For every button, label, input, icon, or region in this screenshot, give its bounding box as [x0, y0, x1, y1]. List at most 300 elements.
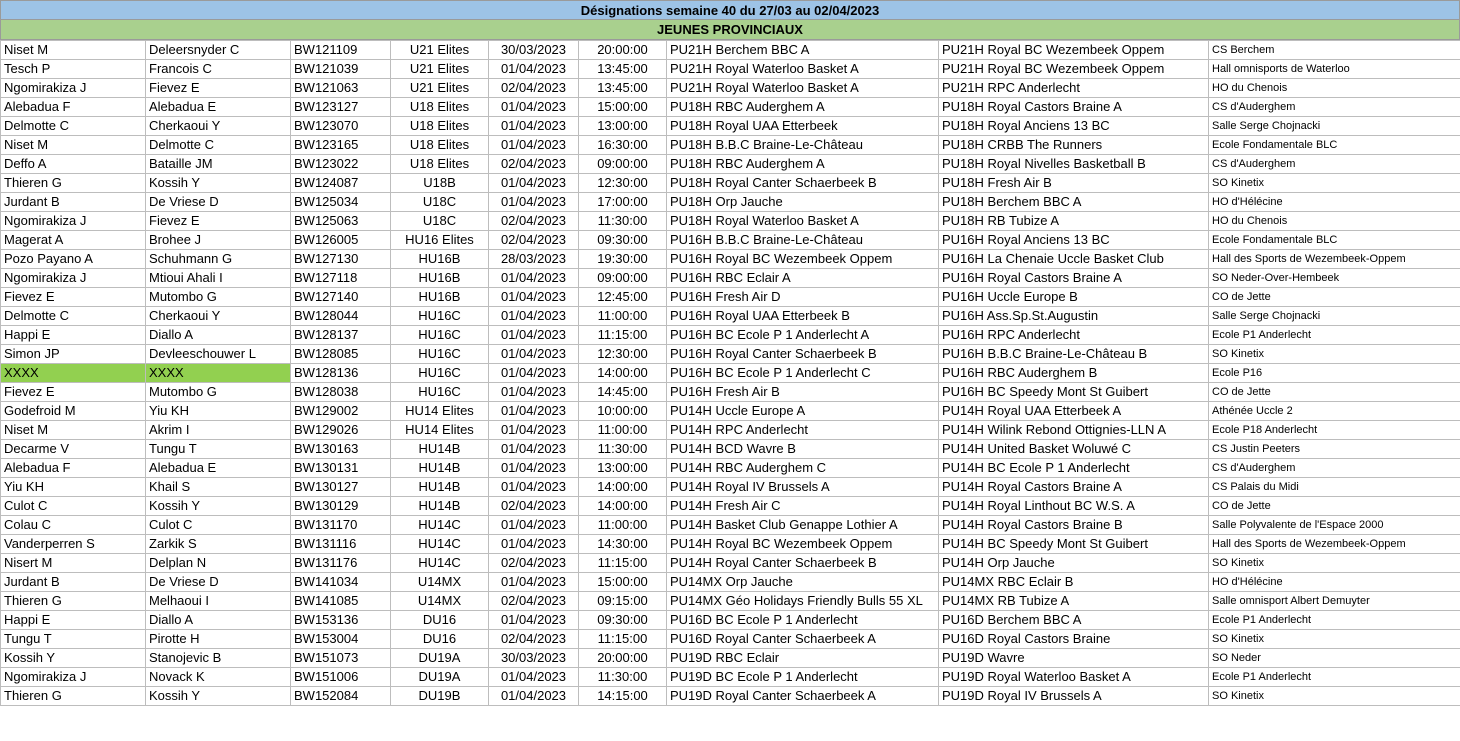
- referee-1-cell[interactable]: Godefroid M: [1, 402, 146, 421]
- match-code-cell[interactable]: BW121109: [291, 41, 391, 60]
- away-team-cell[interactable]: PU16D Royal Castors Braine: [939, 630, 1209, 649]
- venue-cell[interactable]: Salle Polyvalente de l'Espace 2000: [1209, 516, 1460, 535]
- date-cell[interactable]: 01/04/2023: [489, 573, 579, 592]
- home-team-cell[interactable]: PU19D Royal Canter Schaerbeek A: [667, 687, 939, 706]
- sheet-title[interactable]: Désignations semaine 40 du 27/03 au 02/04/2023: [0, 0, 1460, 20]
- match-code-cell[interactable]: BW125034: [291, 193, 391, 212]
- date-cell[interactable]: 01/04/2023: [489, 383, 579, 402]
- referee-1-cell[interactable]: XXXX: [1, 364, 146, 383]
- date-cell[interactable]: 30/03/2023: [489, 649, 579, 668]
- category-cell[interactable]: HU16C: [391, 364, 489, 383]
- home-team-cell[interactable]: PU16H Royal UAA Etterbeek B: [667, 307, 939, 326]
- away-team-cell[interactable]: PU16D Berchem BBC A: [939, 611, 1209, 630]
- referee-2-cell[interactable]: Kossih Y: [146, 497, 291, 516]
- referee-1-cell[interactable]: Niset M: [1, 421, 146, 440]
- match-code-cell[interactable]: BW153004: [291, 630, 391, 649]
- referee-2-cell[interactable]: XXXX: [146, 364, 291, 383]
- referee-1-cell[interactable]: Jurdant B: [1, 193, 146, 212]
- venue-cell[interactable]: CS Justin Peeters: [1209, 440, 1460, 459]
- referee-2-cell[interactable]: Culot C: [146, 516, 291, 535]
- category-cell[interactable]: U18B: [391, 174, 489, 193]
- venue-cell[interactable]: Hall des Sports de Wezembeek-Oppem: [1209, 535, 1460, 554]
- time-cell[interactable]: 09:30:00: [579, 231, 667, 250]
- date-cell[interactable]: 01/04/2023: [489, 117, 579, 136]
- home-team-cell[interactable]: PU18H Royal UAA Etterbeek: [667, 117, 939, 136]
- referee-2-cell[interactable]: Akrim I: [146, 421, 291, 440]
- referee-1-cell[interactable]: Happi E: [1, 326, 146, 345]
- away-team-cell[interactable]: PU14H BC Speedy Mont St Guibert: [939, 535, 1209, 554]
- venue-cell[interactable]: Ecole P1 Anderlecht: [1209, 668, 1460, 687]
- venue-cell[interactable]: Ecole P18 Anderlecht: [1209, 421, 1460, 440]
- referee-1-cell[interactable]: Kossih Y: [1, 649, 146, 668]
- home-team-cell[interactable]: PU14H Basket Club Genappe Lothier A: [667, 516, 939, 535]
- referee-1-cell[interactable]: Pozo Payano A: [1, 250, 146, 269]
- category-cell[interactable]: HU16C: [391, 307, 489, 326]
- date-cell[interactable]: 02/04/2023: [489, 212, 579, 231]
- away-team-cell[interactable]: PU14H Royal Castors Braine A: [939, 478, 1209, 497]
- venue-cell[interactable]: Ecole P1 Anderlecht: [1209, 611, 1460, 630]
- match-code-cell[interactable]: BW124087: [291, 174, 391, 193]
- home-team-cell[interactable]: PU16H BC Ecole P 1 Anderlecht C: [667, 364, 939, 383]
- match-code-cell[interactable]: BW129002: [291, 402, 391, 421]
- venue-cell[interactable]: Ecole P1 Anderlecht: [1209, 326, 1460, 345]
- date-cell[interactable]: 01/04/2023: [489, 307, 579, 326]
- time-cell[interactable]: 11:00:00: [579, 307, 667, 326]
- category-cell[interactable]: HU14 Elites: [391, 421, 489, 440]
- referee-1-cell[interactable]: Culot C: [1, 497, 146, 516]
- time-cell[interactable]: 11:00:00: [579, 421, 667, 440]
- date-cell[interactable]: 01/04/2023: [489, 440, 579, 459]
- venue-cell[interactable]: HO d'Hélécine: [1209, 573, 1460, 592]
- referee-2-cell[interactable]: Delplan N: [146, 554, 291, 573]
- home-team-cell[interactable]: PU21H Berchem BBC A: [667, 41, 939, 60]
- match-code-cell[interactable]: BW128137: [291, 326, 391, 345]
- home-team-cell[interactable]: PU18H Royal Waterloo Basket A: [667, 212, 939, 231]
- time-cell[interactable]: 09:00:00: [579, 269, 667, 288]
- referee-2-cell[interactable]: De Vriese D: [146, 573, 291, 592]
- date-cell[interactable]: 01/04/2023: [489, 345, 579, 364]
- category-cell[interactable]: U18 Elites: [391, 117, 489, 136]
- home-team-cell[interactable]: PU16D BC Ecole P 1 Anderlecht: [667, 611, 939, 630]
- home-team-cell[interactable]: PU16D Royal Canter Schaerbeek A: [667, 630, 939, 649]
- away-team-cell[interactable]: PU18H RB Tubize A: [939, 212, 1209, 231]
- venue-cell[interactable]: CS Palais du Midi: [1209, 478, 1460, 497]
- venue-cell[interactable]: Hall des Sports de Wezembeek-Oppem: [1209, 250, 1460, 269]
- away-team-cell[interactable]: PU16H RBC Auderghem B: [939, 364, 1209, 383]
- match-code-cell[interactable]: BW130129: [291, 497, 391, 516]
- match-code-cell[interactable]: BW128136: [291, 364, 391, 383]
- referee-2-cell[interactable]: Fievez E: [146, 79, 291, 98]
- category-cell[interactable]: HU16C: [391, 383, 489, 402]
- date-cell[interactable]: 02/04/2023: [489, 630, 579, 649]
- category-cell[interactable]: U21 Elites: [391, 41, 489, 60]
- match-code-cell[interactable]: BW153136: [291, 611, 391, 630]
- home-team-cell[interactable]: PU19D RBC Eclair: [667, 649, 939, 668]
- referee-1-cell[interactable]: Thieren G: [1, 174, 146, 193]
- away-team-cell[interactable]: PU14MX RBC Eclair B: [939, 573, 1209, 592]
- referee-1-cell[interactable]: Happi E: [1, 611, 146, 630]
- referee-2-cell[interactable]: Fievez E: [146, 212, 291, 231]
- home-team-cell[interactable]: PU14MX Géo Holidays Friendly Bulls 55 XL: [667, 592, 939, 611]
- date-cell[interactable]: 02/04/2023: [489, 554, 579, 573]
- match-code-cell[interactable]: BW126005: [291, 231, 391, 250]
- referee-1-cell[interactable]: Tesch P: [1, 60, 146, 79]
- category-cell[interactable]: U18C: [391, 193, 489, 212]
- time-cell[interactable]: 11:15:00: [579, 554, 667, 573]
- referee-2-cell[interactable]: Schuhmann G: [146, 250, 291, 269]
- referee-2-cell[interactable]: Khail S: [146, 478, 291, 497]
- referee-2-cell[interactable]: Mutombo G: [146, 288, 291, 307]
- time-cell[interactable]: 16:30:00: [579, 136, 667, 155]
- category-cell[interactable]: HU16C: [391, 345, 489, 364]
- match-code-cell[interactable]: BW152084: [291, 687, 391, 706]
- date-cell[interactable]: 01/04/2023: [489, 611, 579, 630]
- venue-cell[interactable]: Ecole Fondamentale BLC: [1209, 136, 1460, 155]
- away-team-cell[interactable]: PU19D Wavre: [939, 649, 1209, 668]
- venue-cell[interactable]: CS d'Auderghem: [1209, 98, 1460, 117]
- referee-2-cell[interactable]: Alebadua E: [146, 459, 291, 478]
- time-cell[interactable]: 09:30:00: [579, 611, 667, 630]
- time-cell[interactable]: 11:15:00: [579, 326, 667, 345]
- referee-1-cell[interactable]: Ngomirakiza J: [1, 212, 146, 231]
- date-cell[interactable]: 02/04/2023: [489, 231, 579, 250]
- venue-cell[interactable]: SO Kinetix: [1209, 345, 1460, 364]
- date-cell[interactable]: 30/03/2023: [489, 41, 579, 60]
- category-cell[interactable]: HU14B: [391, 497, 489, 516]
- match-code-cell[interactable]: BW130127: [291, 478, 391, 497]
- category-cell[interactable]: HU14C: [391, 535, 489, 554]
- venue-cell[interactable]: Salle Serge Chojnacki: [1209, 307, 1460, 326]
- away-team-cell[interactable]: PU19D Royal IV Brussels A: [939, 687, 1209, 706]
- category-cell[interactable]: HU14 Elites: [391, 402, 489, 421]
- referee-2-cell[interactable]: Deleersnyder C: [146, 41, 291, 60]
- venue-cell[interactable]: Salle omnisport Albert Demuyter: [1209, 592, 1460, 611]
- away-team-cell[interactable]: PU18H Royal Nivelles Basketball B: [939, 155, 1209, 174]
- away-team-cell[interactable]: PU16H B.B.C Braine-Le-Château B: [939, 345, 1209, 364]
- venue-cell[interactable]: CS Berchem: [1209, 41, 1460, 60]
- away-team-cell[interactable]: PU21H Royal BC Wezembeek Oppem: [939, 41, 1209, 60]
- referee-1-cell[interactable]: Ngomirakiza J: [1, 668, 146, 687]
- match-code-cell[interactable]: BW123070: [291, 117, 391, 136]
- venue-cell[interactable]: SO Neder-Over-Hembeek: [1209, 269, 1460, 288]
- home-team-cell[interactable]: PU16H Fresh Air B: [667, 383, 939, 402]
- away-team-cell[interactable]: PU14H Royal Linthout BC W.S. A: [939, 497, 1209, 516]
- home-team-cell[interactable]: PU18H RBC Auderghem A: [667, 98, 939, 117]
- referee-2-cell[interactable]: De Vriese D: [146, 193, 291, 212]
- referee-1-cell[interactable]: Jurdant B: [1, 573, 146, 592]
- category-cell[interactable]: HU14C: [391, 516, 489, 535]
- venue-cell[interactable]: HO du Chenois: [1209, 79, 1460, 98]
- referee-1-cell[interactable]: Ngomirakiza J: [1, 79, 146, 98]
- venue-cell[interactable]: CO de Jette: [1209, 497, 1460, 516]
- date-cell[interactable]: 01/04/2023: [489, 98, 579, 117]
- referee-1-cell[interactable]: Delmotte C: [1, 307, 146, 326]
- venue-cell[interactable]: Salle Serge Chojnacki: [1209, 117, 1460, 136]
- category-cell[interactable]: HU16C: [391, 326, 489, 345]
- category-cell[interactable]: U21 Elites: [391, 60, 489, 79]
- category-cell[interactable]: DU16: [391, 611, 489, 630]
- venue-cell[interactable]: SO Kinetix: [1209, 687, 1460, 706]
- match-code-cell[interactable]: BW121039: [291, 60, 391, 79]
- away-team-cell[interactable]: PU14H Wilink Rebond Ottignies-LLN A: [939, 421, 1209, 440]
- match-code-cell[interactable]: BW141085: [291, 592, 391, 611]
- referee-2-cell[interactable]: Kossih Y: [146, 687, 291, 706]
- away-team-cell[interactable]: PU16H Ass.Sp.St.Augustin: [939, 307, 1209, 326]
- time-cell[interactable]: 15:00:00: [579, 98, 667, 117]
- category-cell[interactable]: U18 Elites: [391, 136, 489, 155]
- home-team-cell[interactable]: PU16H Fresh Air D: [667, 288, 939, 307]
- category-cell[interactable]: HU14C: [391, 554, 489, 573]
- referee-1-cell[interactable]: Alebadua F: [1, 459, 146, 478]
- match-code-cell[interactable]: BW127140: [291, 288, 391, 307]
- referee-1-cell[interactable]: Alebadua F: [1, 98, 146, 117]
- time-cell[interactable]: 17:00:00: [579, 193, 667, 212]
- home-team-cell[interactable]: PU18H RBC Auderghem A: [667, 155, 939, 174]
- venue-cell[interactable]: CO de Jette: [1209, 288, 1460, 307]
- home-team-cell[interactable]: PU19D BC Ecole P 1 Anderlecht: [667, 668, 939, 687]
- date-cell[interactable]: 01/04/2023: [489, 421, 579, 440]
- home-team-cell[interactable]: PU21H Royal Waterloo Basket A: [667, 60, 939, 79]
- venue-cell[interactable]: Hall omnisports de Waterloo: [1209, 60, 1460, 79]
- date-cell[interactable]: 01/04/2023: [489, 326, 579, 345]
- time-cell[interactable]: 19:30:00: [579, 250, 667, 269]
- referee-1-cell[interactable]: Niset M: [1, 41, 146, 60]
- away-team-cell[interactable]: PU14H BC Ecole P 1 Anderlecht: [939, 459, 1209, 478]
- referee-1-cell[interactable]: Thieren G: [1, 592, 146, 611]
- referee-1-cell[interactable]: Deffo A: [1, 155, 146, 174]
- venue-cell[interactable]: Ecole P16: [1209, 364, 1460, 383]
- date-cell[interactable]: 01/04/2023: [489, 288, 579, 307]
- away-team-cell[interactable]: PU14H Royal UAA Etterbeek A: [939, 402, 1209, 421]
- referee-2-cell[interactable]: Kossih Y: [146, 174, 291, 193]
- date-cell[interactable]: 01/04/2023: [489, 459, 579, 478]
- referee-1-cell[interactable]: Yiu KH: [1, 478, 146, 497]
- time-cell[interactable]: 20:00:00: [579, 649, 667, 668]
- referee-2-cell[interactable]: Melhaoui I: [146, 592, 291, 611]
- home-team-cell[interactable]: PU14H Royal Canter Schaerbeek B: [667, 554, 939, 573]
- referee-1-cell[interactable]: Decarme V: [1, 440, 146, 459]
- venue-cell[interactable]: CS d'Auderghem: [1209, 459, 1460, 478]
- referee-2-cell[interactable]: Devleeschouwer L: [146, 345, 291, 364]
- referee-2-cell[interactable]: Mtioui Ahali I: [146, 269, 291, 288]
- date-cell[interactable]: 01/04/2023: [489, 668, 579, 687]
- referee-2-cell[interactable]: Novack K: [146, 668, 291, 687]
- home-team-cell[interactable]: PU16H RBC Eclair A: [667, 269, 939, 288]
- referee-2-cell[interactable]: Francois C: [146, 60, 291, 79]
- category-cell[interactable]: U18 Elites: [391, 98, 489, 117]
- referee-1-cell[interactable]: Ngomirakiza J: [1, 269, 146, 288]
- referee-1-cell[interactable]: Simon JP: [1, 345, 146, 364]
- category-cell[interactable]: HU16 Elites: [391, 231, 489, 250]
- time-cell[interactable]: 14:00:00: [579, 497, 667, 516]
- match-code-cell[interactable]: BW128085: [291, 345, 391, 364]
- match-code-cell[interactable]: BW121063: [291, 79, 391, 98]
- away-team-cell[interactable]: PU14H Orp Jauche: [939, 554, 1209, 573]
- date-cell[interactable]: 02/04/2023: [489, 155, 579, 174]
- away-team-cell[interactable]: PU16H BC Speedy Mont St Guibert: [939, 383, 1209, 402]
- referee-1-cell[interactable]: Thieren G: [1, 687, 146, 706]
- referee-1-cell[interactable]: Magerat A: [1, 231, 146, 250]
- referee-2-cell[interactable]: Cherkaoui Y: [146, 117, 291, 136]
- referee-2-cell[interactable]: Delmotte C: [146, 136, 291, 155]
- referee-2-cell[interactable]: Pirotte H: [146, 630, 291, 649]
- time-cell[interactable]: 12:45:00: [579, 288, 667, 307]
- referee-1-cell[interactable]: Niset M: [1, 136, 146, 155]
- date-cell[interactable]: 01/04/2023: [489, 136, 579, 155]
- category-cell[interactable]: U18C: [391, 212, 489, 231]
- match-code-cell[interactable]: BW131170: [291, 516, 391, 535]
- match-code-cell[interactable]: BW131176: [291, 554, 391, 573]
- time-cell[interactable]: 11:00:00: [579, 516, 667, 535]
- venue-cell[interactable]: SO Neder: [1209, 649, 1460, 668]
- venue-cell[interactable]: CO de Jette: [1209, 383, 1460, 402]
- away-team-cell[interactable]: PU16H Royal Anciens 13 BC: [939, 231, 1209, 250]
- time-cell[interactable]: 14:45:00: [579, 383, 667, 402]
- away-team-cell[interactable]: PU19D Royal Waterloo Basket A: [939, 668, 1209, 687]
- home-team-cell[interactable]: PU14MX Orp Jauche: [667, 573, 939, 592]
- home-team-cell[interactable]: PU18H Orp Jauche: [667, 193, 939, 212]
- date-cell[interactable]: 01/04/2023: [489, 516, 579, 535]
- venue-cell[interactable]: CS d'Auderghem: [1209, 155, 1460, 174]
- category-cell[interactable]: DU19B: [391, 687, 489, 706]
- date-cell[interactable]: 01/04/2023: [489, 535, 579, 554]
- time-cell[interactable]: 14:00:00: [579, 364, 667, 383]
- home-team-cell[interactable]: PU16H Royal BC Wezembeek Oppem: [667, 250, 939, 269]
- away-team-cell[interactable]: PU16H Royal Castors Braine A: [939, 269, 1209, 288]
- away-team-cell[interactable]: PU18H Berchem BBC A: [939, 193, 1209, 212]
- home-team-cell[interactable]: PU14H Royal IV Brussels A: [667, 478, 939, 497]
- venue-cell[interactable]: SO Kinetix: [1209, 630, 1460, 649]
- time-cell[interactable]: 11:15:00: [579, 630, 667, 649]
- category-cell[interactable]: HU14B: [391, 440, 489, 459]
- referee-2-cell[interactable]: Mutombo G: [146, 383, 291, 402]
- match-code-cell[interactable]: BW131116: [291, 535, 391, 554]
- date-cell[interactable]: 02/04/2023: [489, 592, 579, 611]
- home-team-cell[interactable]: PU14H BCD Wavre B: [667, 440, 939, 459]
- date-cell[interactable]: 01/04/2023: [489, 402, 579, 421]
- referee-1-cell[interactable]: Fievez E: [1, 288, 146, 307]
- date-cell[interactable]: 01/04/2023: [489, 193, 579, 212]
- category-cell[interactable]: HU16B: [391, 288, 489, 307]
- date-cell[interactable]: 02/04/2023: [489, 497, 579, 516]
- referee-2-cell[interactable]: Diallo A: [146, 611, 291, 630]
- venue-cell[interactable]: SO Kinetix: [1209, 174, 1460, 193]
- time-cell[interactable]: 13:00:00: [579, 459, 667, 478]
- home-team-cell[interactable]: PU18H B.B.C Braine-Le-Château: [667, 136, 939, 155]
- venue-cell[interactable]: Ecole Fondamentale BLC: [1209, 231, 1460, 250]
- referee-1-cell[interactable]: Colau C: [1, 516, 146, 535]
- section-header[interactable]: JEUNES PROVINCIAUX: [0, 20, 1460, 40]
- time-cell[interactable]: 14:00:00: [579, 478, 667, 497]
- referee-2-cell[interactable]: Bataille JM: [146, 155, 291, 174]
- date-cell[interactable]: 01/04/2023: [489, 687, 579, 706]
- home-team-cell[interactable]: PU14H Fresh Air C: [667, 497, 939, 516]
- away-team-cell[interactable]: PU18H CRBB The Runners: [939, 136, 1209, 155]
- home-team-cell[interactable]: PU14H Royal BC Wezembeek Oppem: [667, 535, 939, 554]
- away-team-cell[interactable]: PU18H Royal Anciens 13 BC: [939, 117, 1209, 136]
- referee-2-cell[interactable]: Diallo A: [146, 326, 291, 345]
- category-cell[interactable]: HU16B: [391, 269, 489, 288]
- match-code-cell[interactable]: BW151006: [291, 668, 391, 687]
- date-cell[interactable]: 02/04/2023: [489, 79, 579, 98]
- away-team-cell[interactable]: PU16H La Chenaie Uccle Basket Club: [939, 250, 1209, 269]
- match-code-cell[interactable]: BW123022: [291, 155, 391, 174]
- home-team-cell[interactable]: PU21H Royal Waterloo Basket A: [667, 79, 939, 98]
- referee-2-cell[interactable]: Tungu T: [146, 440, 291, 459]
- match-code-cell[interactable]: BW128044: [291, 307, 391, 326]
- time-cell[interactable]: 13:00:00: [579, 117, 667, 136]
- venue-cell[interactable]: Athénée Uccle 2: [1209, 402, 1460, 421]
- referee-2-cell[interactable]: Brohee J: [146, 231, 291, 250]
- time-cell[interactable]: 13:45:00: [579, 60, 667, 79]
- home-team-cell[interactable]: PU14H Uccle Europe A: [667, 402, 939, 421]
- time-cell[interactable]: 11:30:00: [579, 212, 667, 231]
- time-cell[interactable]: 09:15:00: [579, 592, 667, 611]
- home-team-cell[interactable]: PU18H Royal Canter Schaerbeek B: [667, 174, 939, 193]
- venue-cell[interactable]: HO du Chenois: [1209, 212, 1460, 231]
- away-team-cell[interactable]: PU14H Royal Castors Braine B: [939, 516, 1209, 535]
- referee-2-cell[interactable]: Alebadua E: [146, 98, 291, 117]
- away-team-cell[interactable]: PU14MX RB Tubize A: [939, 592, 1209, 611]
- match-code-cell[interactable]: BW127118: [291, 269, 391, 288]
- match-code-cell[interactable]: BW129026: [291, 421, 391, 440]
- time-cell[interactable]: 11:30:00: [579, 668, 667, 687]
- away-team-cell[interactable]: PU21H Royal BC Wezembeek Oppem: [939, 60, 1209, 79]
- category-cell[interactable]: U14MX: [391, 573, 489, 592]
- date-cell[interactable]: 01/04/2023: [489, 60, 579, 79]
- home-team-cell[interactable]: PU16H BC Ecole P 1 Anderlecht A: [667, 326, 939, 345]
- time-cell[interactable]: 20:00:00: [579, 41, 667, 60]
- home-team-cell[interactable]: PU16H B.B.C Braine-Le-Château: [667, 231, 939, 250]
- venue-cell[interactable]: HO d'Hélécine: [1209, 193, 1460, 212]
- date-cell[interactable]: 28/03/2023: [489, 250, 579, 269]
- date-cell[interactable]: 01/04/2023: [489, 174, 579, 193]
- venue-cell[interactable]: SO Kinetix: [1209, 554, 1460, 573]
- time-cell[interactable]: 12:30:00: [579, 345, 667, 364]
- category-cell[interactable]: HU14B: [391, 459, 489, 478]
- time-cell[interactable]: 13:45:00: [579, 79, 667, 98]
- referee-1-cell[interactable]: Nisert M: [1, 554, 146, 573]
- category-cell[interactable]: U14MX: [391, 592, 489, 611]
- match-code-cell[interactable]: BW141034: [291, 573, 391, 592]
- time-cell[interactable]: 12:30:00: [579, 174, 667, 193]
- category-cell[interactable]: DU19A: [391, 649, 489, 668]
- time-cell[interactable]: 11:30:00: [579, 440, 667, 459]
- referee-2-cell[interactable]: Cherkaoui Y: [146, 307, 291, 326]
- category-cell[interactable]: DU19A: [391, 668, 489, 687]
- away-team-cell[interactable]: PU14H United Basket Woluwé C: [939, 440, 1209, 459]
- home-team-cell[interactable]: PU16H Royal Canter Schaerbeek B: [667, 345, 939, 364]
- time-cell[interactable]: 15:00:00: [579, 573, 667, 592]
- away-team-cell[interactable]: PU18H Fresh Air B: [939, 174, 1209, 193]
- referee-1-cell[interactable]: Delmotte C: [1, 117, 146, 136]
- time-cell[interactable]: 09:00:00: [579, 155, 667, 174]
- referee-1-cell[interactable]: Vanderperren S: [1, 535, 146, 554]
- match-code-cell[interactable]: BW125063: [291, 212, 391, 231]
- date-cell[interactable]: 01/04/2023: [489, 269, 579, 288]
- category-cell[interactable]: U21 Elites: [391, 79, 489, 98]
- category-cell[interactable]: HU14B: [391, 478, 489, 497]
- time-cell[interactable]: 10:00:00: [579, 402, 667, 421]
- referee-2-cell[interactable]: Zarkik S: [146, 535, 291, 554]
- home-team-cell[interactable]: PU14H RBC Auderghem C: [667, 459, 939, 478]
- date-cell[interactable]: 01/04/2023: [489, 478, 579, 497]
- time-cell[interactable]: 14:30:00: [579, 535, 667, 554]
- referee-2-cell[interactable]: Stanojevic B: [146, 649, 291, 668]
- home-team-cell[interactable]: PU14H RPC Anderlecht: [667, 421, 939, 440]
- match-code-cell[interactable]: BW123165: [291, 136, 391, 155]
- category-cell[interactable]: HU16B: [391, 250, 489, 269]
